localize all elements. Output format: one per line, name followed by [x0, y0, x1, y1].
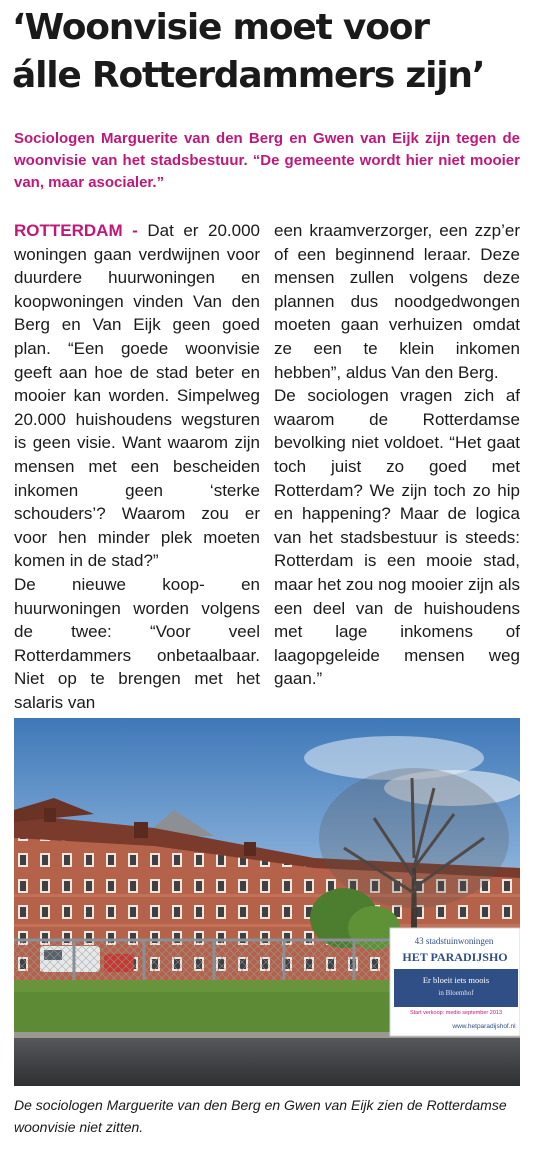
column-left: [14, 219, 260, 714]
article-photo: [14, 718, 520, 1086]
banner-line-2: HET PARADIJSHO: [402, 950, 508, 964]
body-paragraph: [14, 219, 260, 573]
body-paragraph: De nieuwe koop- en huurwoningen worden volgens de twee: “Voor veel Rotterdammers onbetaalbaar. Niet op te brengen met het salaris van: [14, 574, 260, 712]
banner-het-paradijshof: [390, 928, 520, 1036]
column-right: [274, 219, 520, 714]
banner-line-1: 43 stadstuinwoningen: [414, 936, 494, 946]
dateline: ROTTERDAM -: [14, 221, 148, 240]
banner-line-6: www.hetparadijshof.nl: [452, 1023, 516, 1030]
body-paragraph: De sociologen vragen zich af waarom de Rotterdamse bevolking niet voldoet. “Het gaat toch juist zo goed met Rotterdam? We zijn toch zo hip en happening? Maar de logica van het stadsbestuur is steeds: Rotterdam is een mooie stad, maar het zou nog mooier zijn als een deel van de huishoudens met lage inkomens of laagopgeleide mensen weg gaan.”: [274, 386, 520, 689]
headline-line-1: ‘Woonvisie moet voor: [12, 7, 429, 48]
headline-line-2: álle Rotterdammers zijn’: [12, 55, 485, 96]
banner-line-5: Start verkoop: medio september 2013: [409, 1010, 503, 1016]
banner-line-3: Er bloeit iets moois: [422, 975, 490, 985]
banner-line-4: in Bloemhof: [438, 989, 474, 997]
article-body: [14, 219, 520, 714]
headline: [12, 4, 527, 100]
asphalt-foreground: [14, 1038, 520, 1086]
body-text: Dat er 20.000 woningen gaan verdwijnen voor duurdere huurwoningen en koopwoningen vinden Van den Berg en Van Eijk geen goed plan. “Een goede woonvisie geeft aan hoe de stad beter en mooier kan worden. Simpelweg 20.000 huishoudens wegsturen is geen visie. Want waarom zijn mensen met een bescheiden inkomen geen ‘sterke schouders’? Waarom zou er voor hen minder plek moeten komen in de stad?”: [14, 221, 260, 571]
intro-lead: Sociologen Marguerite van den Berg en Gwen van Eijk zijn tegen de woonvisie van het stadsbestuur. “De gemeente wordt hier niet mooier van, maar asocialer.”: [14, 130, 520, 191]
photo-caption: De sociologen Marguerite van den Berg en Gwen van Eijk zien de Rotterdamse woonvisie niet zitten.: [14, 1097, 507, 1135]
body-paragraph: een kraamverzorger, een zzp’er of een beginnend leraar. Deze mensen zullen volgens deze plannen dus noodgedwongen moeten gaan verhuizen omdat ze een te klein inkomen hebben”, aldus Van den Berg.: [274, 221, 520, 382]
